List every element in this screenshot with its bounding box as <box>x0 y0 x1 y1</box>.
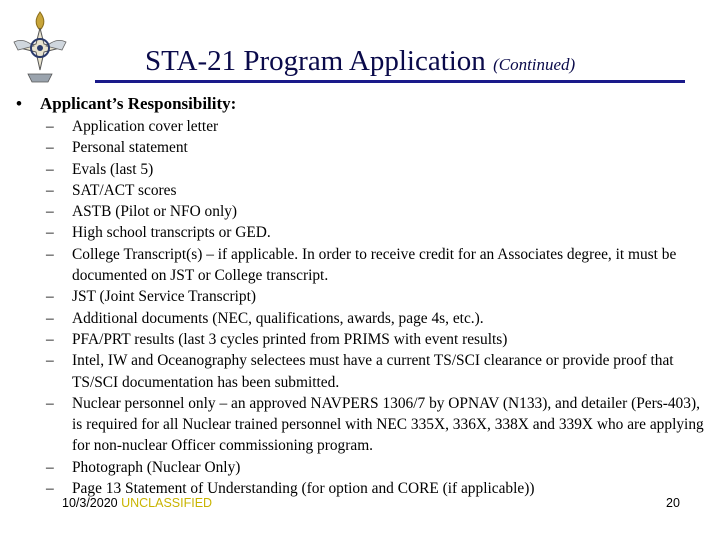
section-heading <box>16 93 236 115</box>
list-item-text: ASTB (Pilot or NFO only) <box>72 203 238 221</box>
list-item <box>46 137 714 158</box>
dash-glyph: – <box>46 330 54 348</box>
slide-title-main: STA-21 Program Application <box>145 45 486 77</box>
footer-date-text: 10/3/2020 <box>62 496 118 510</box>
list-item <box>46 180 714 201</box>
dash-glyph: – <box>46 394 54 412</box>
list-item-text: SAT/ACT scores <box>72 181 177 199</box>
dash-glyph: – <box>46 203 54 221</box>
slide-title-suffix: (Continued) <box>493 55 576 74</box>
list-item-text: Evals (last 5) <box>72 160 154 178</box>
dash-glyph: – <box>46 480 54 498</box>
heading-text: Applicant’s Responsibility: <box>40 94 237 113</box>
page-number: 20 <box>666 496 680 510</box>
title-underline <box>95 80 685 83</box>
navy-emblem-icon <box>8 8 72 88</box>
heading-bullet: • <box>16 94 22 113</box>
list-item <box>46 244 714 287</box>
list-item <box>46 457 714 478</box>
list-item-text: Intel, IW and Oceanography selectees must have a current TS/SCI clearance or provide proof that TS/SCI documentation has been submitted. <box>72 352 674 391</box>
list-item <box>46 222 714 243</box>
list-item-text: High school transcripts or GED. <box>72 224 271 242</box>
dash-glyph: – <box>46 309 54 327</box>
slide-title <box>145 44 575 82</box>
list-item-text: Personal statement <box>72 139 188 157</box>
dash-glyph: – <box>46 245 54 263</box>
list-item <box>46 159 714 180</box>
dash-glyph: – <box>46 458 54 476</box>
dash-glyph: – <box>46 118 54 135</box>
list-item <box>46 116 714 137</box>
list-item <box>46 286 714 307</box>
dash-glyph: – <box>46 352 54 370</box>
dash-glyph: – <box>46 181 54 199</box>
classification-label: UNCLASSIFIED <box>121 496 213 510</box>
list-item-text: Additional documents (NEC, qualifications, awards, page 4s, etc.). <box>72 309 484 327</box>
dash-glyph: – <box>46 160 54 178</box>
dash-glyph: – <box>46 288 54 306</box>
list-item <box>46 308 714 329</box>
responsibility-list <box>46 116 714 499</box>
dash-glyph: – <box>46 139 54 157</box>
list-item <box>46 201 714 222</box>
list-item <box>46 329 714 350</box>
list-item <box>46 393 714 457</box>
list-item-text: Application cover letter <box>72 118 219 135</box>
list-item <box>46 350 714 393</box>
list-item-text: JST (Joint Service Transcript) <box>72 288 256 306</box>
list-item-text: Page 13 Statement of Understanding (for option and CORE (if applicable)) <box>72 480 535 498</box>
list-item-text: Nuclear personnel only – an approved NAVPERS 1306/7 by OPNAV (N133), and detailer (Pers-403), is required for all Nuclear trained personnel with NEC 335X, 336X, 338X and 339X who are applying for non-nuclear Officer commissioning program. <box>72 394 704 455</box>
dash-glyph: – <box>46 224 54 242</box>
list-item-text: College Transcript(s) – if applicable. In order to receive credit for an Associates degree, it must be documented on JST or College transcript. <box>72 245 677 285</box>
footer-date <box>62 496 212 510</box>
list-item-text: Photograph (Nuclear Only) <box>72 458 241 476</box>
list-item-text: PFA/PRT results (last 3 cycles printed from PRIMS with event results) <box>72 330 508 348</box>
